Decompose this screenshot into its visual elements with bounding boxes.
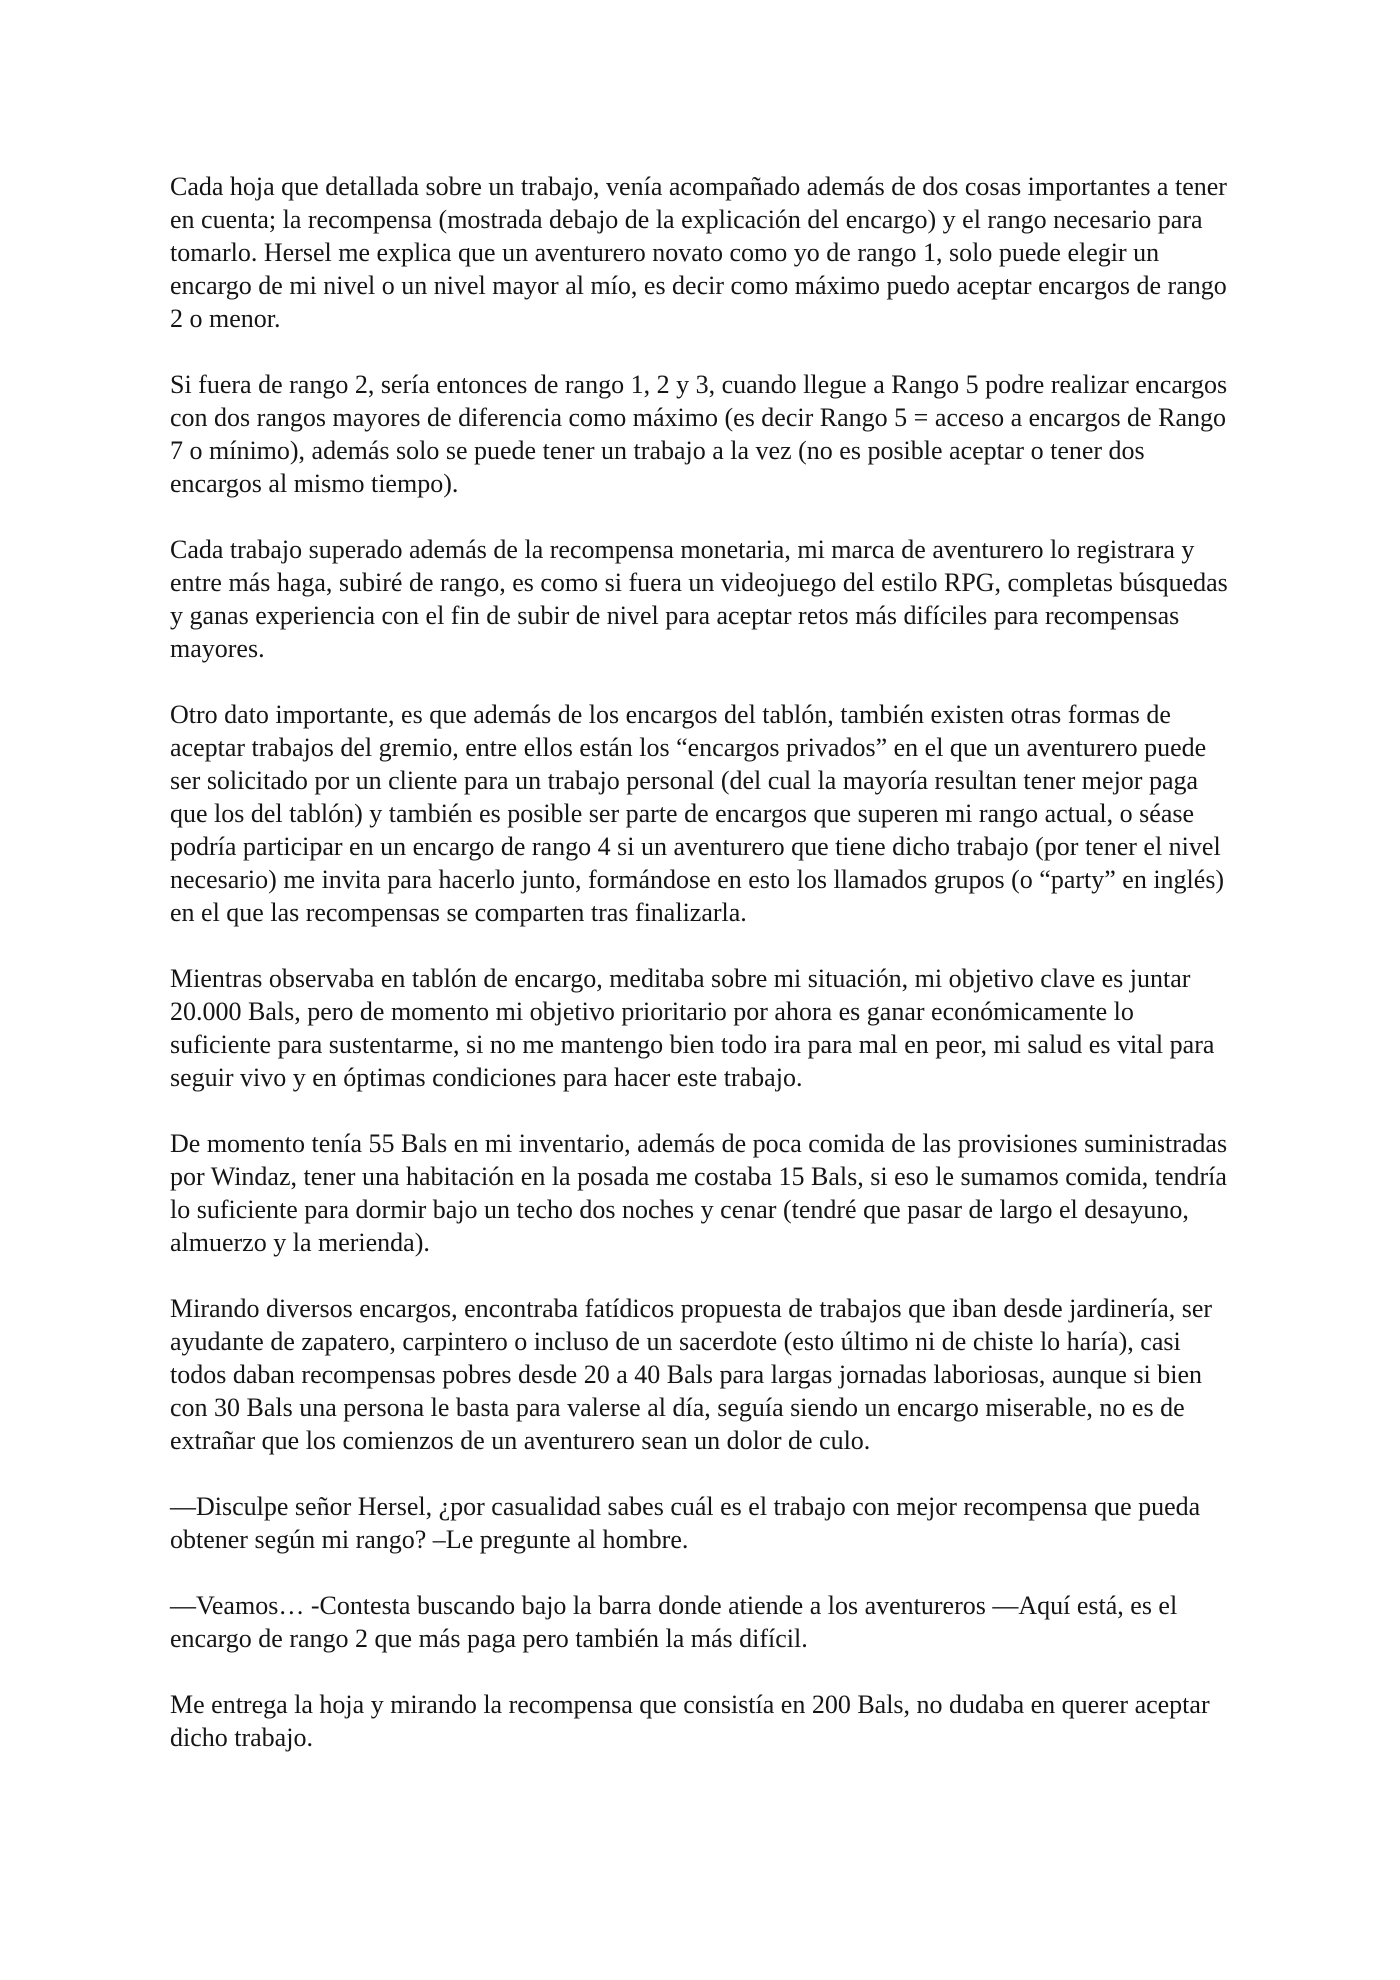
dialogue-paragraph: —Disculpe señor Hersel, ¿por casualidad sabes cuál es el trabajo con mejor recompensa que pueda obtener según mi rango? –Le pregunte al hombre. bbox=[170, 1492, 1201, 1554]
paragraph: Otro dato importante, es que además de los encargos del tablón, también existen otras formas de aceptar trabajos del gremio, entre ellos están los “encargos privados” en el que un aventurero puede ser solicitado por un cliente para un trabajo personal (del cual la mayoría resultan tener mejor paga que los del tablón) y también es posible ser parte de encargos que superen mi rango actual, o séase podría participar en un encargo de rango 4 si un aventurero que tiene dicho trabajo (por tener el nivel necesario) me invita para hacerlo junto, formándose en esto los llamados grupos (o “party” en inglés) en el que las recompensas se comparten tras finalizarla. bbox=[170, 700, 1225, 927]
paragraph: Mirando diversos encargos, encontraba fatídicos propuesta de trabajos que iban desde jardinería, ser ayudante de zapatero, carpintero o incluso de un sacerdote (esto último ni de chiste lo haría), casi todos daban recompensas pobres desde 20 a 40 Bals para largas jornadas laboriosas, aunque si bien con 30 Bals una persona le basta para valerse al día, seguía siendo un encargo miserable, no es de extrañar que los comienzos de un aventurero sean un dolor de culo. bbox=[170, 1294, 1213, 1455]
paragraph: Me entrega la hoja y mirando la recompensa que consistía en 200 Bals, no dudaba en querer aceptar dicho trabajo. bbox=[170, 1690, 1210, 1752]
paragraph: Si fuera de rango 2, sería entonces de rango 1, 2 y 3, cuando llegue a Rango 5 podre realizar encargos con dos rangos mayores de diferencia como máximo (es decir Rango 5 = acceso a encargos de Rango 7 o mínimo), además solo se puede tener un trabajo a la vez (no es posible aceptar o tener dos encargos al mismo tiempo). bbox=[170, 370, 1228, 498]
paragraph: Cada trabajo superado además de la recompensa monetaria, mi marca de aventurero lo registrara y entre más haga, subiré de rango, es como si fuera un videojuego del estilo RPG, completas búsquedas y ganas experiencia con el fin de subir de nivel para aceptar retos más difíciles para recompensas mayores. bbox=[170, 535, 1228, 663]
document-body bbox=[170, 170, 1240, 1787]
dialogue-paragraph: —Veamos… -Contesta buscando bajo la barra donde atiende a los aventureros —Aquí está, es el encargo de rango 2 que más paga pero también la más difícil. bbox=[170, 1591, 1178, 1653]
paragraph: Cada hoja que detallada sobre un trabajo, venía acompañado además de dos cosas importantes a tener en cuenta; la recompensa (mostrada debajo de la explicación del encargo) y el rango necesario para tomarlo. Hersel me explica que un aventurero novato como yo de rango 1, solo puede elegir un encargo de mi nivel o un nivel mayor al mío, es decir como máximo puedo aceptar encargos de rango 2 o menor. bbox=[170, 172, 1227, 333]
paragraph: Mientras observaba en tablón de encargo, meditaba sobre mi situación, mi objetivo clave es juntar 20.000 Bals, pero de momento mi objetivo prioritario por ahora es ganar económicamente lo suficiente para sustentarme, si no me mantengo bien todo ira para mal en peor, mi salud es vital para seguir vivo y en óptimas condiciones para hacer este trabajo. bbox=[170, 964, 1215, 1092]
paragraph: De momento tenía 55 Bals en mi inventario, además de poca comida de las provisiones suministradas por Windaz, tener una habitación en la posada me costaba 15 Bals, si eso le sumamos comida, tendría lo suficiente para dormir bajo un techo dos noches y cenar (tendré que pasar de largo el desayuno, almuerzo y la merienda). bbox=[170, 1129, 1228, 1257]
